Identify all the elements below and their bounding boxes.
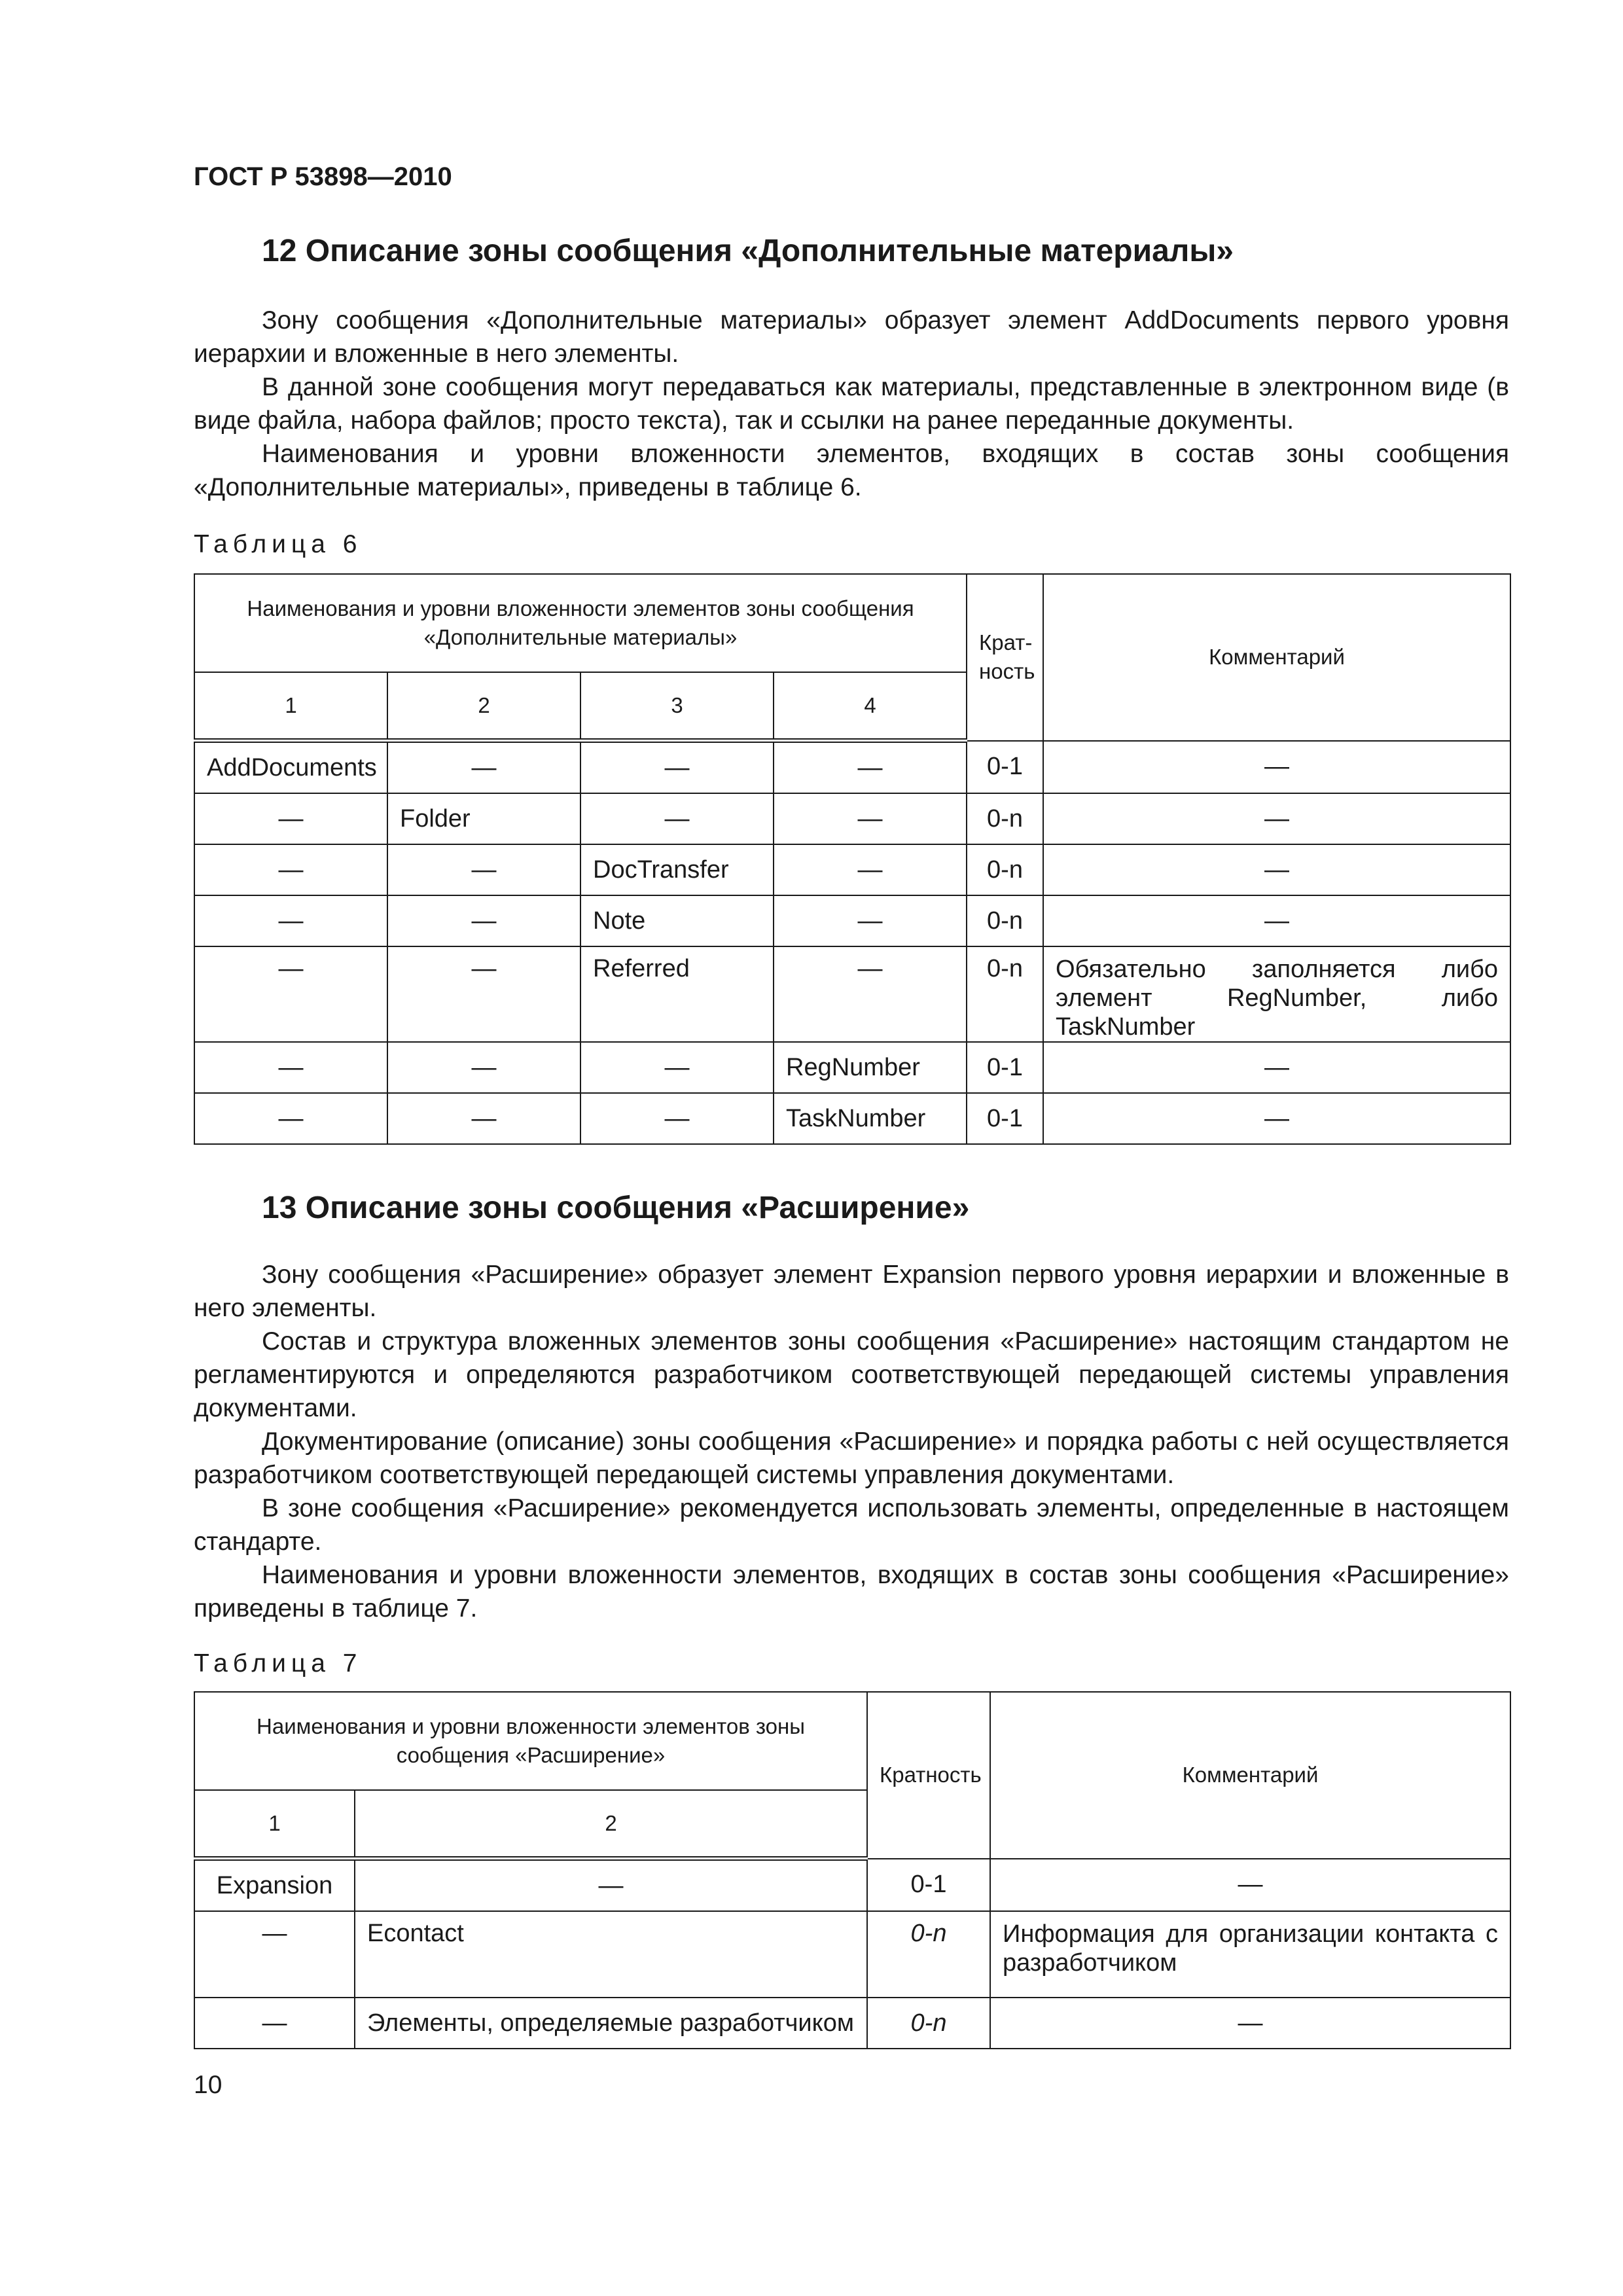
level-4-cell: —	[774, 895, 967, 946]
comment-cell: Обязательно заполняется либо элемент RegNumber, либо TaskNumber	[1043, 946, 1510, 1042]
level-3-cell: Note	[580, 895, 774, 946]
level-2-cell: —	[387, 946, 580, 1042]
table-7	[194, 1691, 1511, 2049]
table-6-level-header: 4	[774, 672, 967, 741]
multiplicity-cell: 0-n	[867, 1998, 990, 2049]
multiplicity-cell: 0-1	[867, 1859, 990, 1912]
table-6-group-header: Наименования и уровни вложенности элементов зоны сообщения «Дополнительные материалы»	[194, 574, 967, 672]
table-row	[194, 1911, 1510, 1998]
level-1-cell: —	[194, 1042, 387, 1093]
table-row	[194, 1859, 1510, 1912]
table-6-comment-header: Комментарий	[1043, 574, 1510, 741]
paragraph: Документирование (описание) зоны сообщения «Расширение» и порядка работы с ней осуществляется разработчиком соответствующей передающей системы управления документами.	[194, 1427, 1509, 1489]
level-4-cell: RegNumber	[774, 1042, 967, 1093]
level-1-cell: AddDocuments	[194, 741, 387, 794]
level-2-cell: —	[387, 1042, 580, 1093]
comment-cell: —	[1043, 844, 1510, 895]
multiplicity-cell: 0-n	[967, 793, 1043, 844]
paragraph: Наименования и уровни вложенности элементов, входящих в состав зоны сообщения «Расширение» приведены в таблице 7.	[194, 1561, 1509, 1623]
table-7-group-header: Наименования и уровни вложенности элементов зоны сообщения «Расширение»	[194, 1692, 867, 1790]
page-number: 10	[194, 2071, 223, 2099]
table-row	[194, 793, 1510, 844]
level-3-cell: —	[580, 1093, 774, 1144]
level-2-cell: —	[387, 741, 580, 794]
level-2-cell: —	[387, 895, 580, 946]
comment-cell: —	[1043, 741, 1510, 794]
level-2-cell: Econtact	[355, 1911, 867, 1998]
table-7-comment-header: Комментарий	[990, 1692, 1510, 1859]
comment-cell: —	[1043, 1042, 1510, 1093]
level-2-cell: Элементы, определяемые разработчиком	[355, 1998, 867, 2049]
multiplicity-cell: 0-n	[967, 895, 1043, 946]
level-4-cell: —	[774, 741, 967, 794]
section-13-title: 13 Описание зоны сообщения «Расширение»	[262, 1191, 970, 1225]
table-row	[194, 895, 1510, 946]
level-1-cell: —	[194, 1911, 355, 1998]
table-6-level-header: 2	[387, 672, 580, 741]
level-1-cell: —	[194, 1998, 355, 2049]
table-6	[194, 573, 1511, 1145]
level-2-cell: —	[355, 1859, 867, 1912]
level-1-cell: —	[194, 895, 387, 946]
table-row	[194, 1042, 1510, 1093]
level-4-cell: —	[774, 793, 967, 844]
table-7-level-header: 1	[194, 1790, 355, 1859]
section-13-body	[194, 1258, 1509, 1625]
level-1-cell: —	[194, 793, 387, 844]
multiplicity-cell: 0-n	[967, 946, 1043, 1042]
comment-cell: —	[1043, 1093, 1510, 1144]
table-6-level-header: 3	[580, 672, 774, 741]
paragraph: В зоне сообщения «Расширение» рекомендуется использовать элементы, определенные в настоящем стандарте.	[194, 1494, 1509, 1556]
table-7-multiplicity-header: Кратность	[867, 1692, 990, 1859]
level-3-cell: —	[580, 793, 774, 844]
table-row	[194, 1093, 1510, 1144]
table-7-level-header: 2	[355, 1790, 867, 1859]
table-7-caption: Таблица 7	[194, 1649, 363, 1677]
table-6-caption: Таблица 6	[194, 530, 363, 558]
table-row	[194, 1998, 1510, 2049]
table-row	[194, 741, 1510, 794]
table-row	[194, 946, 1510, 1042]
level-3-cell: —	[580, 741, 774, 794]
comment-cell: —	[1043, 895, 1510, 946]
section-12-title: 12 Описание зоны сообщения «Дополнительные материалы»	[262, 234, 1234, 268]
document-code: ГОСТ Р 53898—2010	[194, 162, 452, 191]
table-6-level-header: 1	[194, 672, 387, 741]
multiplicity-cell: 0-n	[967, 844, 1043, 895]
paragraph: Зону сообщения «Дополнительные материалы» образует элемент AddDocuments первого уровня иерархии и вложенные в него элементы.	[194, 306, 1509, 368]
multiplicity-cell: 0-1	[967, 1042, 1043, 1093]
level-2-cell: —	[387, 844, 580, 895]
paragraph: Состав и структура вложенных элементов зоны сообщения «Расширение» настоящим стандартом не регламентируются и определяются разработчиком соответствующей передающей системы управления документами.	[194, 1327, 1509, 1422]
multiplicity-cell: 0-n	[867, 1911, 990, 1998]
level-4-cell: —	[774, 844, 967, 895]
comment-cell: —	[990, 1859, 1510, 1912]
section-12-body	[194, 304, 1509, 504]
paragraph: Наименования и уровни вложенности элементов, входящих в состав зоны сообщения «Дополнительные материалы», приведены в таблице 6.	[194, 440, 1509, 501]
level-4-cell: —	[774, 946, 967, 1042]
table-6-multiplicity-header: Крат-ность	[967, 574, 1043, 741]
comment-cell: —	[1043, 793, 1510, 844]
paragraph: Зону сообщения «Расширение» образует элемент Expansion первого уровня иерархии и вложенные в него элементы.	[194, 1261, 1509, 1322]
level-1-cell: —	[194, 946, 387, 1042]
level-2-cell: Folder	[387, 793, 580, 844]
level-2-cell: —	[387, 1093, 580, 1144]
table-row	[194, 844, 1510, 895]
level-3-cell: Referred	[580, 946, 774, 1042]
multiplicity-cell: 0-1	[967, 1093, 1043, 1144]
level-1-cell: —	[194, 844, 387, 895]
level-4-cell: TaskNumber	[774, 1093, 967, 1144]
level-3-cell: DocTransfer	[580, 844, 774, 895]
multiplicity-cell: 0-1	[967, 741, 1043, 794]
level-1-cell: —	[194, 1093, 387, 1144]
level-1-cell: Expansion	[194, 1859, 355, 1912]
comment-cell: —	[990, 1998, 1510, 2049]
paragraph: В данной зоне сообщения могут передаваться как материалы, представленные в электронном виде (в виде файла, набора файлов; просто текста), так и ссылки на ранее переданные документы.	[194, 373, 1509, 435]
comment-cell: Информация для организации контакта с разработчиком	[990, 1911, 1510, 1998]
level-3-cell: —	[580, 1042, 774, 1093]
